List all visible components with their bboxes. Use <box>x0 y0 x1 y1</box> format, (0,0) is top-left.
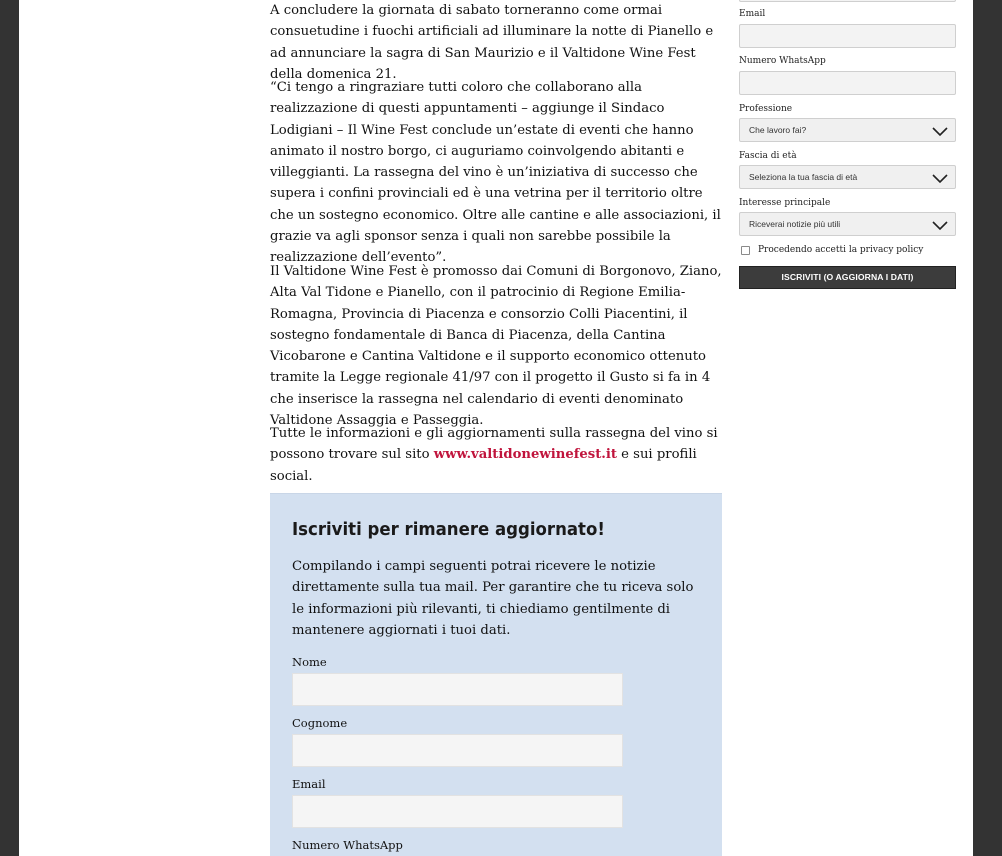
page-container <box>19 0 973 856</box>
chevron-down-icon <box>931 171 949 185</box>
sidebar-eta-label: Fascia di età <box>739 151 797 161</box>
article-paragraph-1: A concludere la giornata di sabato torneranno come ormai consuetudine i fuochi artificiali ad illuminare la notte di Pianello e ad annunciare la sagra di San Maurizio e il Valtidone Wine Fest della domenica 21. <box>270 3 714 82</box>
sidebar-email-label: Email <box>739 9 766 19</box>
cognome-input[interactable] <box>292 734 623 767</box>
email-input[interactable] <box>292 795 623 828</box>
sidebar-interesse-select[interactable] <box>739 212 956 236</box>
article-paragraph-4-tail: e sui profili social. <box>270 447 697 484</box>
sidebar-professione-label: Professione <box>739 104 793 114</box>
email-label: Email <box>292 777 326 791</box>
sidebar-whatsapp-input[interactable] <box>739 71 956 95</box>
valtidone-winefest-link[interactable]: www.valtidonewinefest.it <box>433 447 617 463</box>
sidebar-eta-select[interactable] <box>739 165 956 189</box>
privacy-consent <box>739 245 923 255</box>
whatsapp-label: Numero WhatsApp <box>292 838 403 852</box>
article-paragraph-2: “Ci tengo a ringraziare tutti coloro che collaborano alla realizzazione di questi appuntamenti – aggiunge il Sindaco Lodigiani – Il Wine Fest conclude un’estate di eventi che hanno animato il nostro borgo, ci auguriamo coinvolgendo abitanti e villeggianti. La rassegna del vino è un’iniziativa di successo che supera i confini provinciali ed è una vetrina per il territorio oltre che un sostegno economico. Oltre alle cantine e alle associazioni, il grazie va agli sponsor senza i quali non sarebbe possibile la realizzazione dell’evento”. <box>270 80 721 266</box>
professione-selected-value: Che lavoro fai? <box>749 125 807 135</box>
privacy-checkbox[interactable] <box>741 246 750 255</box>
article-paragraph-4 <box>270 423 722 487</box>
nome-input[interactable] <box>292 673 623 706</box>
nome-label: Nome <box>292 655 327 669</box>
sidebar-interesse-label: Interesse principale <box>739 198 831 208</box>
privacy-label: Procedendo accetti la privacy policy <box>758 245 924 255</box>
interesse-selected-value: Riceverai notizie più utili <box>749 219 841 229</box>
sidebar-submit-button[interactable]: ISCRIVITI (O AGGIORNA I DATI) <box>739 266 956 289</box>
sidebar-top-input[interactable] <box>739 0 956 2</box>
cognome-label: Cognome <box>292 716 348 730</box>
signup-title: Iscriviti per rimanere aggiornato! <box>292 519 605 540</box>
chevron-down-icon <box>931 124 949 138</box>
signup-description: Compilando i campi seguenti potrai ricevere le notizie direttamente sulla tua mail. Per garantire che tu riceva solo le informazioni più rilevanti, ti chiediamo gentilmente di mantenere aggiornati i tuoi dati. <box>292 559 694 638</box>
article-paragraph-3: Il Valtidone Wine Fest è promosso dai Comuni di Borgonovo, Ziano, Alta Val Tidone e Pianello, con il patrocinio di Regione Emilia-Romagna, Provincia di Piacenza e consorzio Colli Piacentini, il sostegno fondamentale di Banca di Piacenza, della Cantina Vicobarone e Cantina Valtidone e il supporto economico ottenuto tramite la Legge regionale 41/97 con il progetto il Gusto si fa in 4 che inserisce la rassegna nel calendario di eventi denominato Valtidone Assaggia e Passeggia. <box>270 264 722 429</box>
signup-box <box>270 493 722 856</box>
sidebar-whatsapp-label: Numero WhatsApp <box>739 56 826 66</box>
eta-selected-value: Seleziona la tua fascia di età <box>749 172 858 182</box>
sidebar-professione-select[interactable] <box>739 118 956 142</box>
article-paragraph-4-text: Tutte le informazioni e gli aggiornamenti sulla rassegna del vino si possono trovare sul sito <box>270 426 718 463</box>
chevron-down-icon <box>931 218 949 232</box>
sidebar-email-input[interactable] <box>739 24 956 48</box>
